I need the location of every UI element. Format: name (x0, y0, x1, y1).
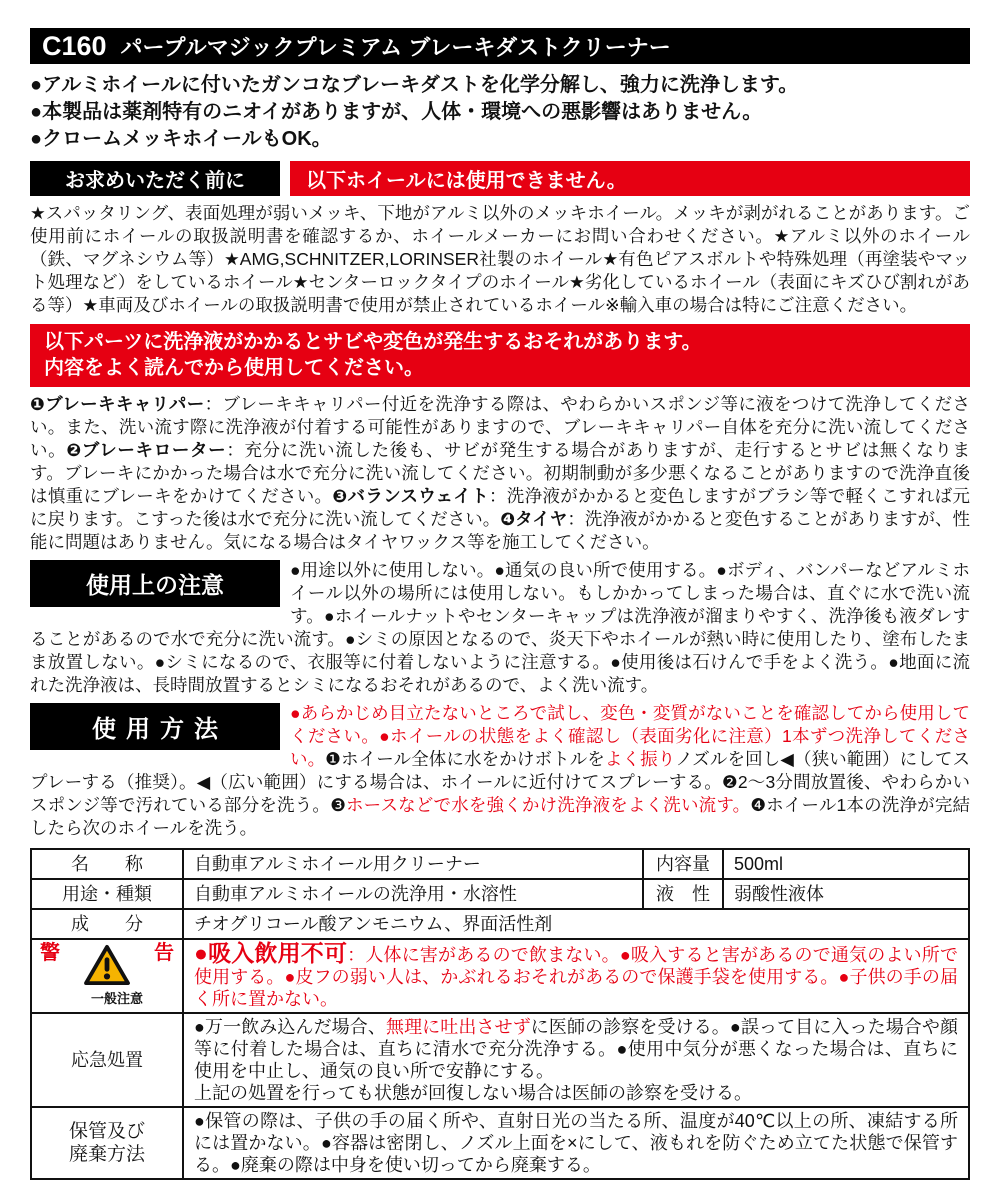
spec-name-value: 自動車アルミホイール用クリーナー (183, 849, 643, 879)
usage-text: ●あらかじめ目立たないところで試し、変色・変質がないことを確認してから使用してください。●ホイールの状態をよく確認し（表面劣化に注意）1本ずつ洗浄してください。❶ホイール全体に水をかけボトルをよく振りノズルを回し◀（狭い範囲）にしてスプレーする（推奨）。◀（広い範囲）にする場合は、ホイールに近付けてスプレーする。❷2～3分間放置後、やわらかいスポンジ等で汚れている部分を洗う。❸ホースなどで水を強くかけ洗浄液をよく洗い流す。❹ホイール1本の洗浄が完結したら次のホイールを洗う。 (30, 703, 971, 838)
rust-warning-line2: 内容をよく読んでから使用してください。 (44, 357, 424, 379)
table-row-warning (31, 939, 969, 1013)
spec-ingredients-label: 成 分 (31, 909, 183, 939)
spec-table (30, 848, 970, 1180)
warning-label-cell (31, 939, 183, 1013)
precautions-text: ●用途以外に使用しない。●通気の良い所で使用する。●ボディ、バンパーなどアルミホイール以外の場所には使用しない。もしかかってしまった場合は、直ぐに水で洗い流す。●ホイールナットやセンターキャップは洗浄液が溜まりやすく、洗浄後も液ダレすることがあるので水で充分に洗い流す。●シミの原因となるので、炎天下やホイールが熱い時に使用したり、塗布したまま放置しない。●シミになるので、衣服等に付着しないように注意する。●使用後は石けんで手をよく洗う。●地面に流れた洗浄液は、長時間放置するとシミになるおそれがあるので、よく洗い流す。 (30, 560, 970, 695)
usage-section (30, 702, 970, 840)
first-aid-label: 応急処置 (31, 1013, 183, 1107)
intro-bullet: ●アルミホイールに付いたガンコなブレーキダストを化学分解し、強力に洗浄します。 (30, 74, 799, 96)
spec-liquid-value: 弱酸性液体 (723, 879, 969, 909)
intro-bullet: ●クロームメッキホイールもOK。 (30, 128, 332, 150)
precautions-header: 使用上の注意 (30, 560, 280, 607)
table-row-first-aid (31, 1013, 969, 1107)
storage-label-line1: 保管及び (68, 1121, 145, 1142)
parts-caution-text: ❶ブレーキキャリパー：ブレーキキャリパー付近を洗浄する際は、やわらかいスポンジ等に液をつけて洗浄してください。また、洗い流す際に洗浄液が付着する可能性がありますので、ブレーキキャリパー自体を充分に洗い流してください。❷ブレーキローター：充分に洗い流した後も、サビが発生する場合がありますが、走行するとサビは無くなります。ブレーキにかかった場合は水で充分に洗い流してください。初期制動が多少悪くなることがありますので洗浄直後は慎重にブレーキをかけてください。❸バランスウェイト：洗浄液がかかると変色しますがブラシ等で軽くこすれば元に戻ります。こすった後は水で充分に洗い流してください。❹タイヤ：洗浄液がかかると変色することがありますが、性能に問題はありません。気になる場合はタイヤワックス等を施工してください。 (30, 394, 971, 552)
product-code: C160 (42, 30, 107, 61)
storage-text: ●保管の際は、子供の手の届く所や、直射日光の当たる所、温度が40℃以上の所、凍結する所には置かない。●容器は密閉し、ノズル上面を×にして、液もれを防ぐため立てた状態で保管する。●廃棄の際は中身を使い切ってから廃棄する。 (183, 1107, 969, 1179)
spec-liquid-label: 液 性 (643, 879, 723, 909)
before-section-headers (30, 161, 970, 196)
table-row-storage (31, 1107, 969, 1179)
warning-kanji-right: 告 (154, 942, 174, 964)
spec-ingredients-value: チオグリコール酸アンモニウム、界面活性剤 (183, 909, 969, 939)
intro-bullet: ●本製品は薬剤特有のニオイがありますが、人体・環境への悪影響はありません。 (30, 101, 763, 123)
rust-warning-banner (30, 324, 970, 387)
warning-triangle-icon (83, 944, 131, 991)
table-row (31, 909, 969, 939)
wheel-warning-text: ★スパッタリング、表面処理が弱いメッキ、下地がアルミ以外のメッキホイール。メッキが剥がれることがあります。ご使用前にホイールの取扱説明書を確認するか、ホイールメーカーにお問い合わせください。★アルミ以外のホイール（鉄、マグネシウム等）★AMG,SCHNITZER,LORINSER社製のホイール★有色ピアスボルトや特殊処理（再塗装やマット処理など）をしているホイール★センターロックタイプのホイール★劣化しているホイール（表面にキズひび割れがある等）★車両及びホイールの取扱説明書で使用が禁止されているホイール※輸入車の場合は特にご注意ください。 (30, 203, 970, 315)
rust-warning-line1: 以下パーツに洗浄液がかかるとサビや変色が発生するおそれがあります。 (44, 331, 702, 353)
precautions-section (30, 559, 970, 697)
usage-header: 使用方法 (30, 703, 280, 750)
cannot-use-banner: 以下ホイールには使用できません。 (290, 161, 970, 196)
first-aid-text: ●万一飲み込んだ場合、無理に吐出させずに医師の診察を受ける。●誤って目に入った場合や顔等に付着した場合は、直ちに清水で充分洗浄する。●使用中気分が悪くなった場合は、直ちに使用を中止し、通気の良い所で安静にする。 上記の処置を行っても状態が回復しない場合は医師の診察を受ける。 (183, 1013, 969, 1107)
product-title: パープルマジックプレミアム ブレーキダストクリーナー (120, 34, 671, 60)
storage-label (31, 1107, 183, 1179)
before-purchase-header: お求めいただく前に (30, 161, 280, 196)
table-row (31, 879, 969, 909)
warning-sub-label: 一般注意 (90, 991, 143, 1006)
storage-label-line2: 廃棄方法 (68, 1144, 145, 1165)
product-title-bar (30, 28, 970, 64)
intro-bullets (30, 72, 970, 153)
spec-use-value: 自動車アルミホイールの洗浄用・水溶性 (183, 879, 643, 909)
spec-volume-value: 500ml (723, 849, 969, 879)
table-row (31, 849, 969, 879)
warning-text: ●吸入飲用不可：人体に害があるので飲まない。●吸入すると害があるので通気のよい所で使用する。●皮フの弱い人は、かぶれるおそれがあるので保護手袋を使用する。●子供の手の届く所に置かない。 (183, 939, 969, 1013)
spec-volume-label: 内容量 (643, 849, 723, 879)
spec-name-label: 名 称 (31, 849, 183, 879)
warning-kanji-left: 警 (40, 942, 60, 964)
spec-use-label: 用途・種類 (31, 879, 183, 909)
